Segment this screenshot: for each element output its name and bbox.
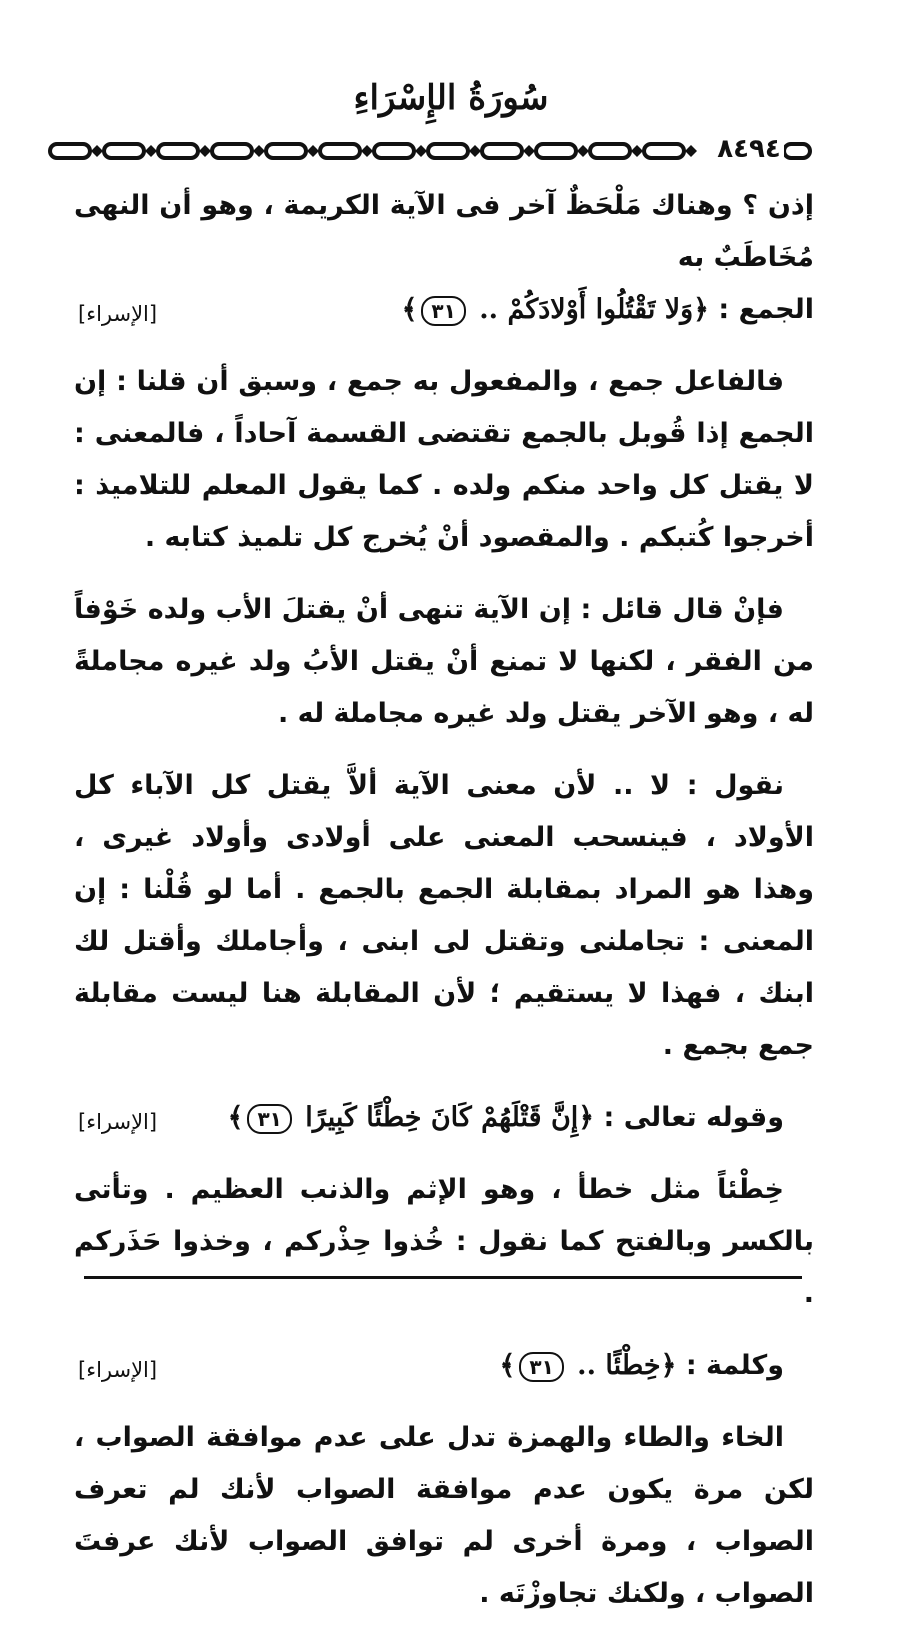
ayah-number: ٣١ xyxy=(519,1352,563,1382)
surah-reference: [الإسراء] xyxy=(78,1358,158,1382)
page-body xyxy=(74,180,814,1640)
chain-diamond xyxy=(91,145,103,157)
chain-diamond xyxy=(307,145,319,157)
paragraph xyxy=(74,1412,814,1620)
paragraph xyxy=(74,180,814,284)
chain-link xyxy=(212,144,252,158)
ayah-number: ٣١ xyxy=(247,1104,291,1134)
chain-diamond xyxy=(523,145,535,157)
paragraph-text: خِطْئاً مثل خطأ ، وهو الإثم والذنب العظيم . وتأتى بالكسر وبالفتح كما نقول : خُذوا حِذْركم ، وخذوا حَذَركم . xyxy=(74,1174,814,1309)
paragraph-text: فإنْ قال قائل : إن الآية تنهى أنْ يقتلَ الأب ولده خَوْفاً من الفقر ، لكنها لا تمنع أنْ يقتل الأبُ ولد غيره مجاملةً له ، وهو الآخر يقتل ولد غيره مجاملة له . xyxy=(74,594,814,729)
paragraph-text: فالفاعل جمع ، والمفعول به جمع ، وسبق أن قلنا : إن الجمع إذا قُوبل بالجمع تقتضى القسمة آحاداً ، فالمعنى : لا يقتل كل واحد منكم ولده . كما يقول المعلم للتلاميذ : أخرجوا كُتبكم . والمقصود أنْ يُخرج كل تلميذ كتابه . xyxy=(74,366,814,553)
chain-link xyxy=(266,144,306,158)
surah-reference: [الإسراء] xyxy=(78,1110,158,1134)
chain-diamond xyxy=(577,145,589,157)
chain-link xyxy=(320,144,360,158)
verse-line xyxy=(74,284,814,336)
chain-diamond xyxy=(145,145,157,157)
verse-line xyxy=(74,1092,814,1144)
verse-close-bracket: ﴾ xyxy=(227,1102,244,1133)
verse-prefix: وقوله تعالى : xyxy=(594,1102,784,1133)
footer-rule xyxy=(84,1276,802,1279)
quran-verse: ﴿إِنَّ قَتْلَهُمْ كَانَ خِطْئًا كَبِيرًا xyxy=(295,1102,595,1133)
chain-link xyxy=(374,144,414,158)
chain-link xyxy=(536,144,576,158)
surah-title: سُورَةُ الإِسْرَاءِ xyxy=(353,78,549,118)
chain-diamond xyxy=(631,145,643,157)
chain-diamond xyxy=(415,145,427,157)
quran-verse: ﴿وَلا تَقْتُلُوا أَوْلادَكُمْ .. xyxy=(469,294,709,325)
header-ornament-border xyxy=(44,138,814,164)
chain-link xyxy=(104,144,144,158)
chain-link xyxy=(644,144,684,158)
verse-prefix: الجمع : xyxy=(709,294,814,325)
verse-prefix: وكلمة : xyxy=(676,1350,784,1381)
verse-line xyxy=(74,1340,814,1392)
paragraph xyxy=(74,1164,814,1320)
chain-diamond xyxy=(469,145,481,157)
quran-verse: ﴿خِطْئًا .. xyxy=(567,1350,677,1381)
paragraph-text: إذن ؟ وهناك مَلْحَظٌ آخر فى الآية الكريمة ، وهو أن النهى مُخَاطَبٌ به xyxy=(74,190,814,273)
chain-link xyxy=(482,144,522,158)
chain-link xyxy=(428,144,468,158)
paragraph xyxy=(74,760,814,1072)
chain-link xyxy=(50,144,90,158)
chain-link xyxy=(590,144,630,158)
paragraph-text: الخاء والطاء والهمزة تدل على عدم موافقة الصواب ، لكن مرة يكون عدم موافقة الصواب لأنك لم تعرف الصواب ، ومرة أخرى لم توافق الصواب لأنك عرفتَ الصواب ، ولكنك تجاوزْتَه . xyxy=(74,1422,814,1609)
chain-diamond xyxy=(685,145,697,157)
paragraph xyxy=(74,584,814,740)
chain-link xyxy=(158,144,198,158)
chain-diamond xyxy=(253,145,265,157)
ayah-number: ٣١ xyxy=(421,296,465,326)
chain-diamond xyxy=(361,145,373,157)
paragraph-text: نقول : لا .. لأن معنى الآية ألاَّ يقتل كل الآباء كل الأولاد ، فينسحب المعنى على أولادى وأولاد غيرى ، وهذا هو المراد بمقابلة الجمع بالجمع . أما لو قُلْنا : إن المعنى : تجاملنى وتقتل لى ابنى ، وأجاملك وأقتل لك ابنك ، فهذا لا يستقيم ؛ لأن المقابلة هنا ليست مقابلة جمع بجمع . xyxy=(74,770,814,1061)
paragraph xyxy=(74,356,814,564)
page-number: ٨٤٩٤ xyxy=(714,132,784,166)
chain-link xyxy=(784,144,810,158)
chain-diamond xyxy=(199,145,211,157)
surah-reference: [الإسراء] xyxy=(78,302,158,326)
verse-close-bracket: ﴾ xyxy=(401,294,418,325)
verse-close-bracket: ﴾ xyxy=(499,1350,516,1381)
